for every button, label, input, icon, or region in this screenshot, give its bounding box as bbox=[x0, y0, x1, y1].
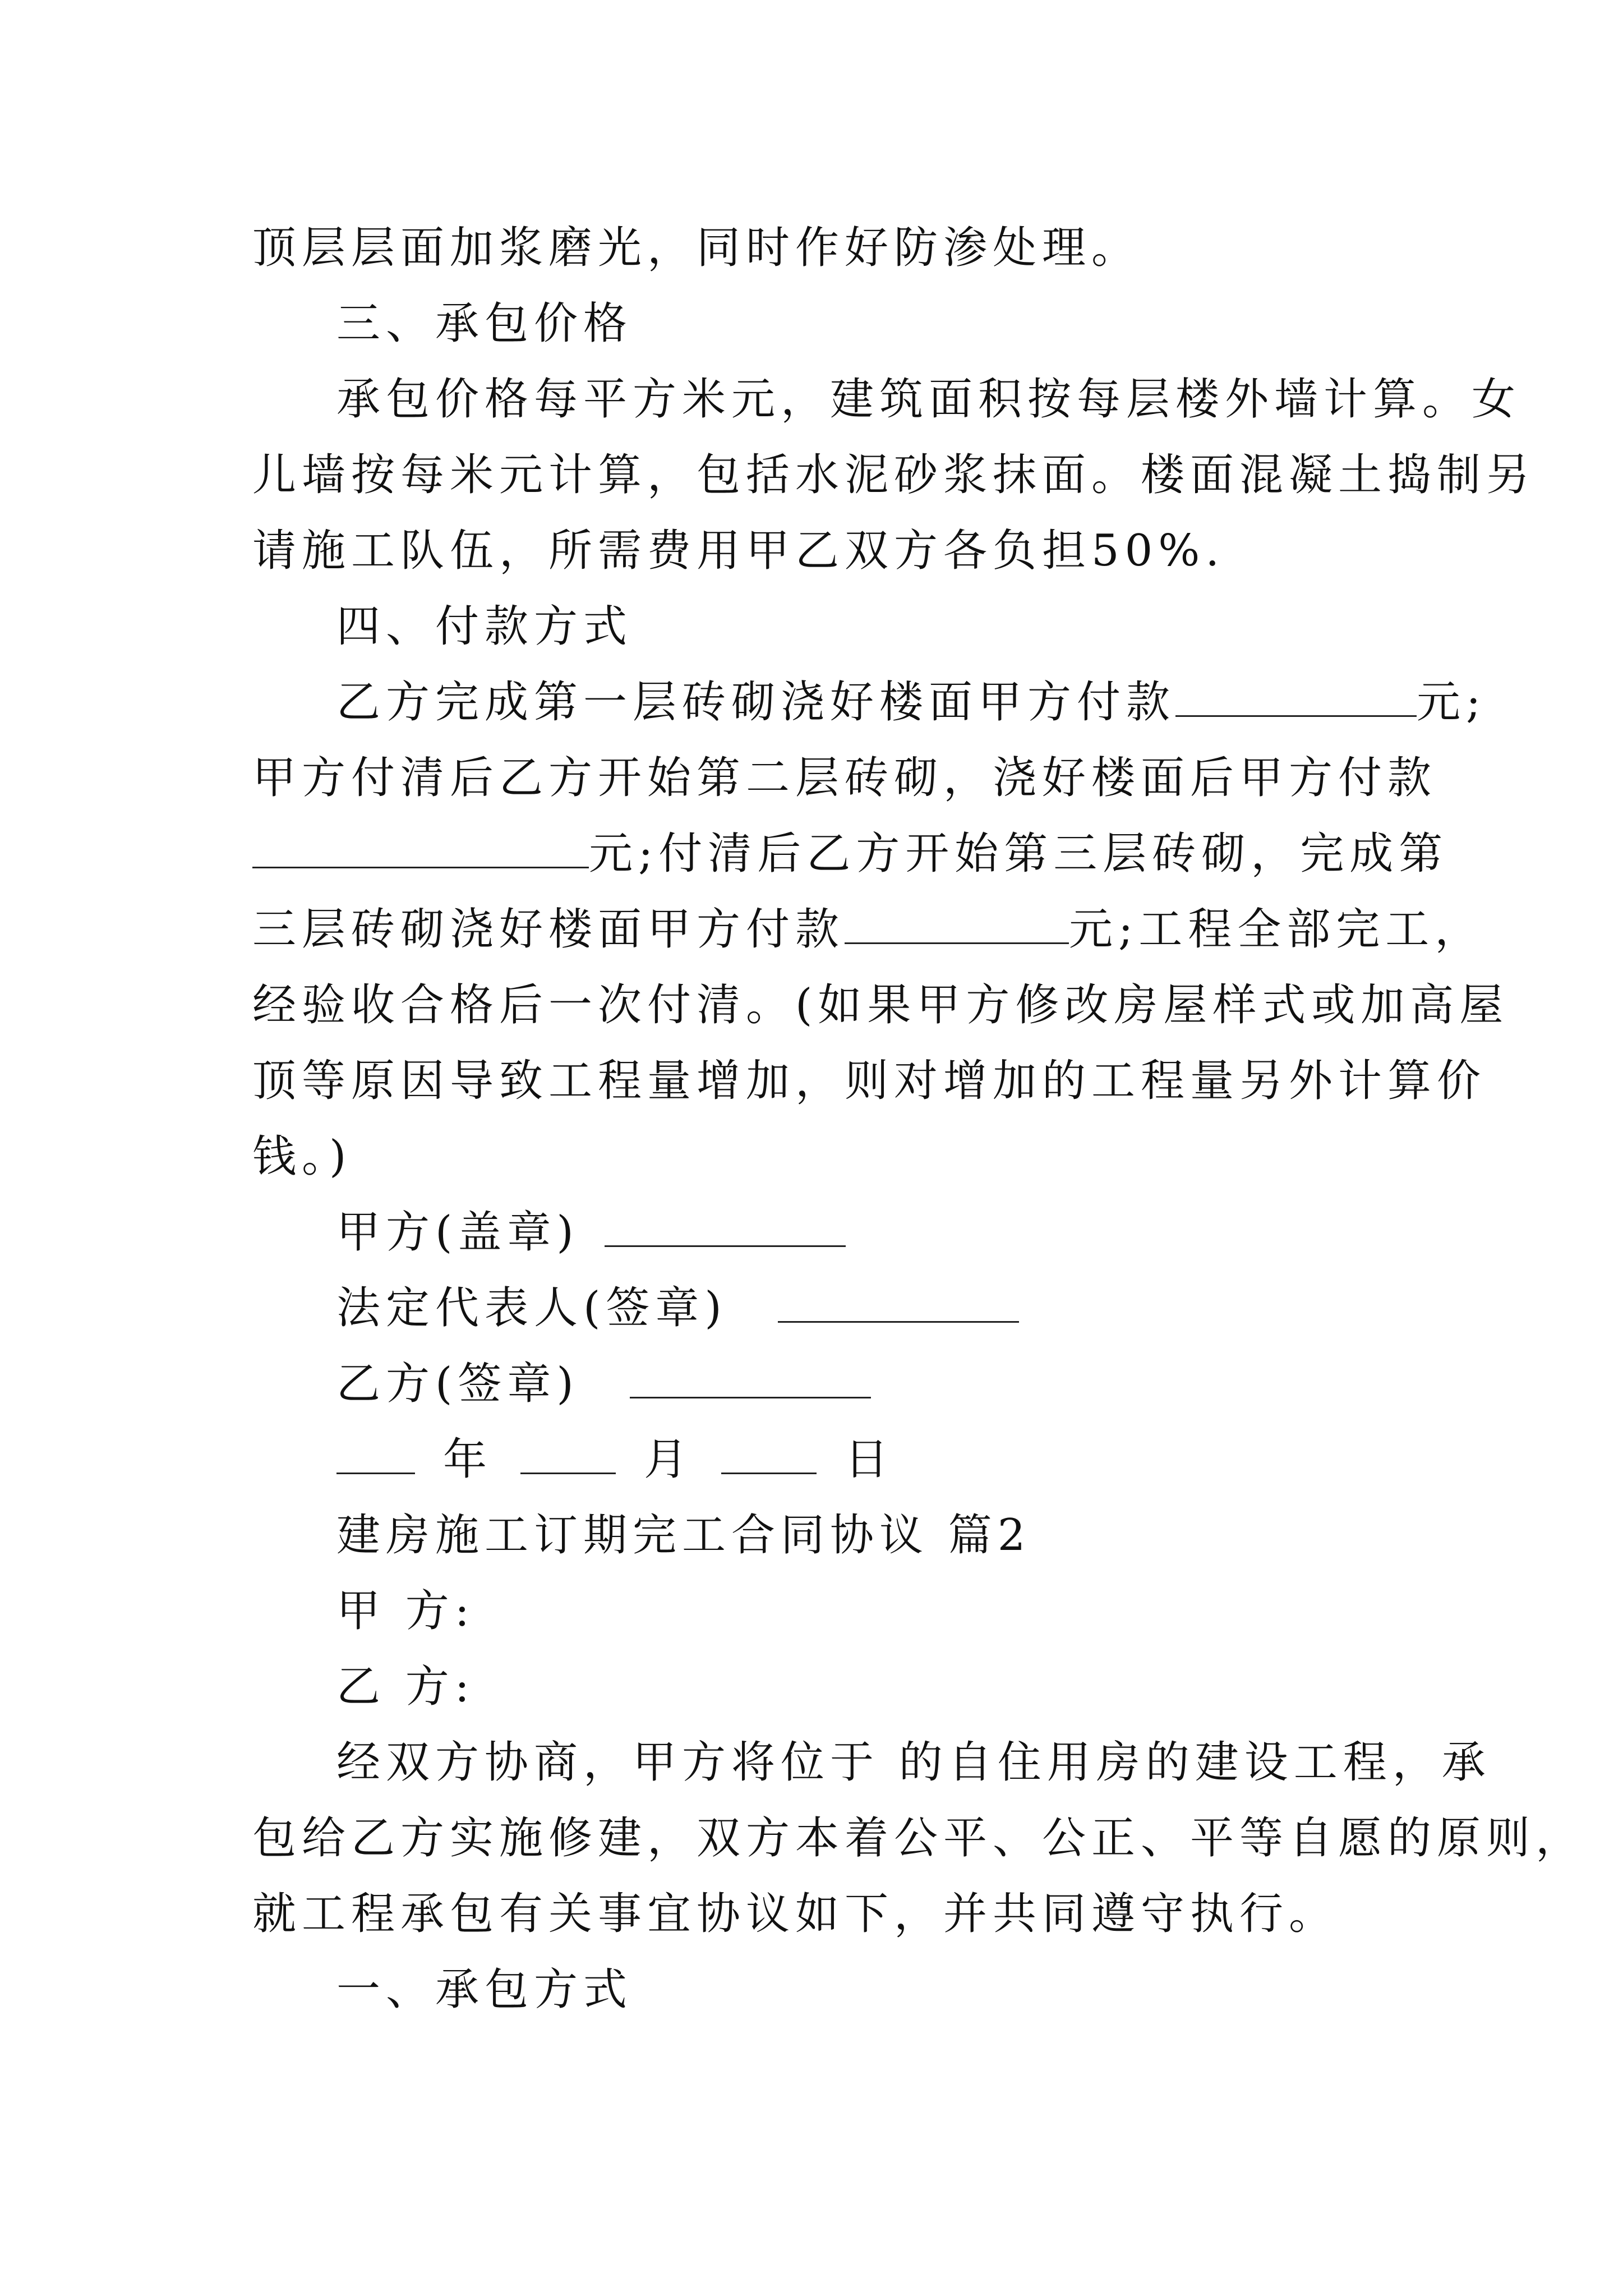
signature-label: 乙方(签章) bbox=[336, 1359, 579, 1409]
payment-text: 元;付清后乙方开始第三层砖砌，完成第 bbox=[589, 829, 1449, 879]
paragraph-line: 甲方付清后乙方开始第二层砖砌，浇好楼面后甲方付款 bbox=[252, 753, 1437, 803]
date-day: 日 bbox=[845, 1434, 895, 1485]
blank-field bbox=[845, 902, 1069, 944]
paragraph-line: 承包价格每平方米元，建筑面积按每层楼外墙计算。女 bbox=[336, 374, 1521, 425]
section2-title: 建房施工订期完工合同协议 篇2 bbox=[336, 1510, 1031, 1561]
payment-text: 元;工程全部完工， bbox=[1069, 904, 1484, 955]
signature-party-b bbox=[336, 1356, 1458, 1412]
blank-field bbox=[1175, 675, 1417, 717]
paragraph-line: 钱。) bbox=[252, 1131, 352, 1182]
section2-party-b: 乙 方: bbox=[336, 1662, 476, 1712]
blank-field bbox=[778, 1281, 1019, 1323]
section-heading-payment: 四、付款方式 bbox=[336, 601, 633, 652]
section2-party-a: 甲 方: bbox=[336, 1586, 476, 1636]
date-month: 月 bbox=[644, 1434, 694, 1485]
blank-field bbox=[336, 1432, 415, 1474]
section2-paragraph-line: 就工程承包有关事宜协议如下，并共同遵守执行。 bbox=[252, 1889, 1339, 1939]
blank-field bbox=[721, 1432, 817, 1474]
date-year: 年 bbox=[443, 1434, 493, 1485]
blank-field bbox=[520, 1432, 616, 1474]
paragraph-line: 顶层层面加浆磨光，同时作好防渗处理。 bbox=[252, 223, 1141, 273]
signature-label: 法定代表人(签章) bbox=[336, 1283, 727, 1333]
paragraph-line: 请施工队伍，所需费用甲乙双方各负担50%. bbox=[252, 526, 1225, 576]
payment-line-1 bbox=[336, 674, 1487, 730]
payment-line-2 bbox=[252, 826, 1449, 882]
signature-legal-rep bbox=[336, 1280, 1458, 1336]
paragraph-line: 顶等原因导致工程量增加，则对增加的工程量另外计算价 bbox=[252, 1056, 1487, 1106]
paragraph-line: 经验收合格后一次付清。(如果甲方修改房屋样式或加高屋 bbox=[252, 980, 1509, 1030]
blank-field bbox=[605, 1205, 846, 1247]
signature-date bbox=[336, 1432, 1458, 1488]
payment-line-3 bbox=[252, 901, 1484, 958]
signature-label: 甲方(盖章) bbox=[336, 1207, 579, 1258]
section-heading-price: 三、承包价格 bbox=[336, 298, 633, 349]
payment-text: 乙方完成第一层砖砌浇好楼面甲方付款 bbox=[336, 677, 1176, 728]
section2-paragraph-line: 经双方协商，甲方将位于 的自住用房的建设工程，承 bbox=[336, 1737, 1491, 1788]
payment-unit: 元; bbox=[1417, 677, 1487, 728]
blank-field bbox=[252, 826, 589, 868]
payment-text: 三层砖砌浇好楼面甲方付款 bbox=[252, 904, 845, 955]
paragraph-line: 儿墙按每米元计算，包括水泥砂浆抹面。楼面混凝土捣制另 bbox=[252, 450, 1536, 500]
signature-party-a bbox=[336, 1204, 1458, 1260]
blank-field bbox=[630, 1356, 871, 1398]
section2-heading: 一、承包方式 bbox=[336, 1964, 633, 2015]
section2-paragraph-line: 包给乙方实施修建，双方本着公平、公正、平等自愿的原则， bbox=[252, 1813, 1585, 1864]
